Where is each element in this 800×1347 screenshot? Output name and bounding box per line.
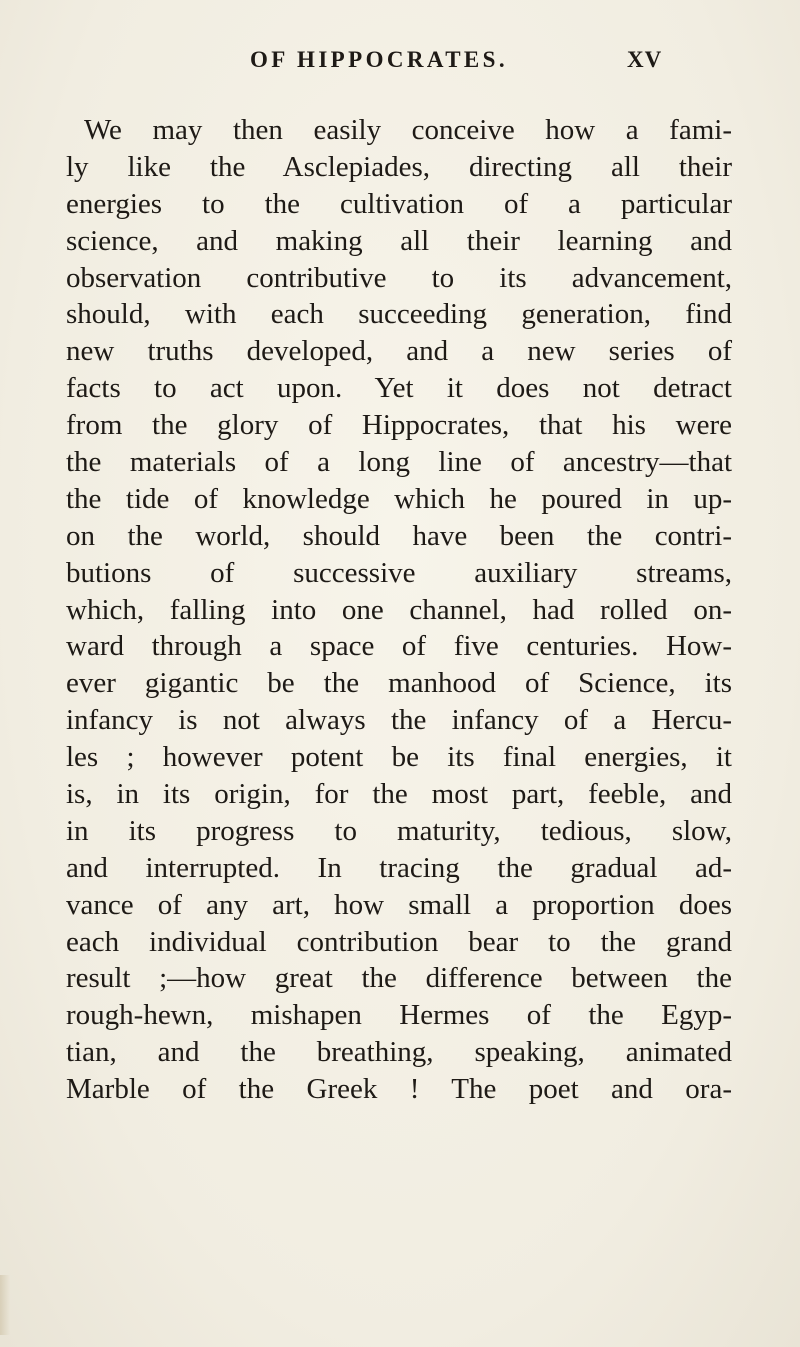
text-line: les ; however potent be its final energies, it — [66, 741, 732, 774]
text-line: each individual contribution bear to the grand — [66, 925, 732, 958]
text-line: vance of any art, how small a proportion does — [66, 888, 732, 921]
text-line: ever gigantic be the manhood of Science, its — [66, 667, 732, 700]
text-line: tian, and the breathing, speaking, animated — [66, 1036, 732, 1069]
text-line: and interrupted. In tracing the gradual ad- — [66, 851, 732, 884]
text-line: the materials of a long line of ancestry—that — [66, 446, 732, 479]
text-line: result ;—how great the difference between the — [66, 962, 732, 995]
text-line: facts to act upon. Yet it does not detract — [66, 372, 732, 405]
text-line: Marble of the Greek ! The poet and ora- — [66, 1073, 732, 1106]
text-line: ly like the Asclepiades, directing all their — [66, 150, 732, 183]
text-line: science, and making all their learning and — [66, 224, 732, 257]
text-line: butions of successive auxiliary streams, — [66, 556, 732, 589]
text-line: should, with each succeeding generation, find — [66, 298, 732, 331]
text-line: which, falling into one channel, had rolled on- — [66, 593, 732, 626]
body-text — [66, 112, 732, 1108]
text-line: is, in its origin, for the most part, feeble, and — [66, 778, 732, 811]
text-line: rough-hewn, mishapen Hermes of the Egyp- — [66, 999, 732, 1032]
page-number: XV — [627, 47, 663, 72]
text-line: infancy is not always the infancy of a Hercu- — [66, 704, 732, 737]
text-line: observation contributive to its advancement, — [66, 261, 732, 294]
text-line: new truths developed, and a new series of — [66, 335, 732, 368]
page-edge-stain — [0, 1275, 10, 1335]
text-line: the tide of knowledge which he poured in up- — [66, 482, 732, 515]
text-line: from the glory of Hippocrates, that his were — [66, 409, 732, 442]
text-line: energies to the cultivation of a particular — [66, 187, 732, 220]
running-title: OF HIPPOCRATES. — [250, 47, 509, 72]
text-line: ward through a space of five centuries. How- — [66, 630, 732, 663]
running-head — [0, 47, 800, 77]
text-line: on the world, should have been the contri- — [66, 519, 732, 552]
text-line: We may then easily conceive how a fami- — [84, 114, 732, 146]
text-line: in its progress to maturity, tedious, slow, — [66, 814, 732, 847]
